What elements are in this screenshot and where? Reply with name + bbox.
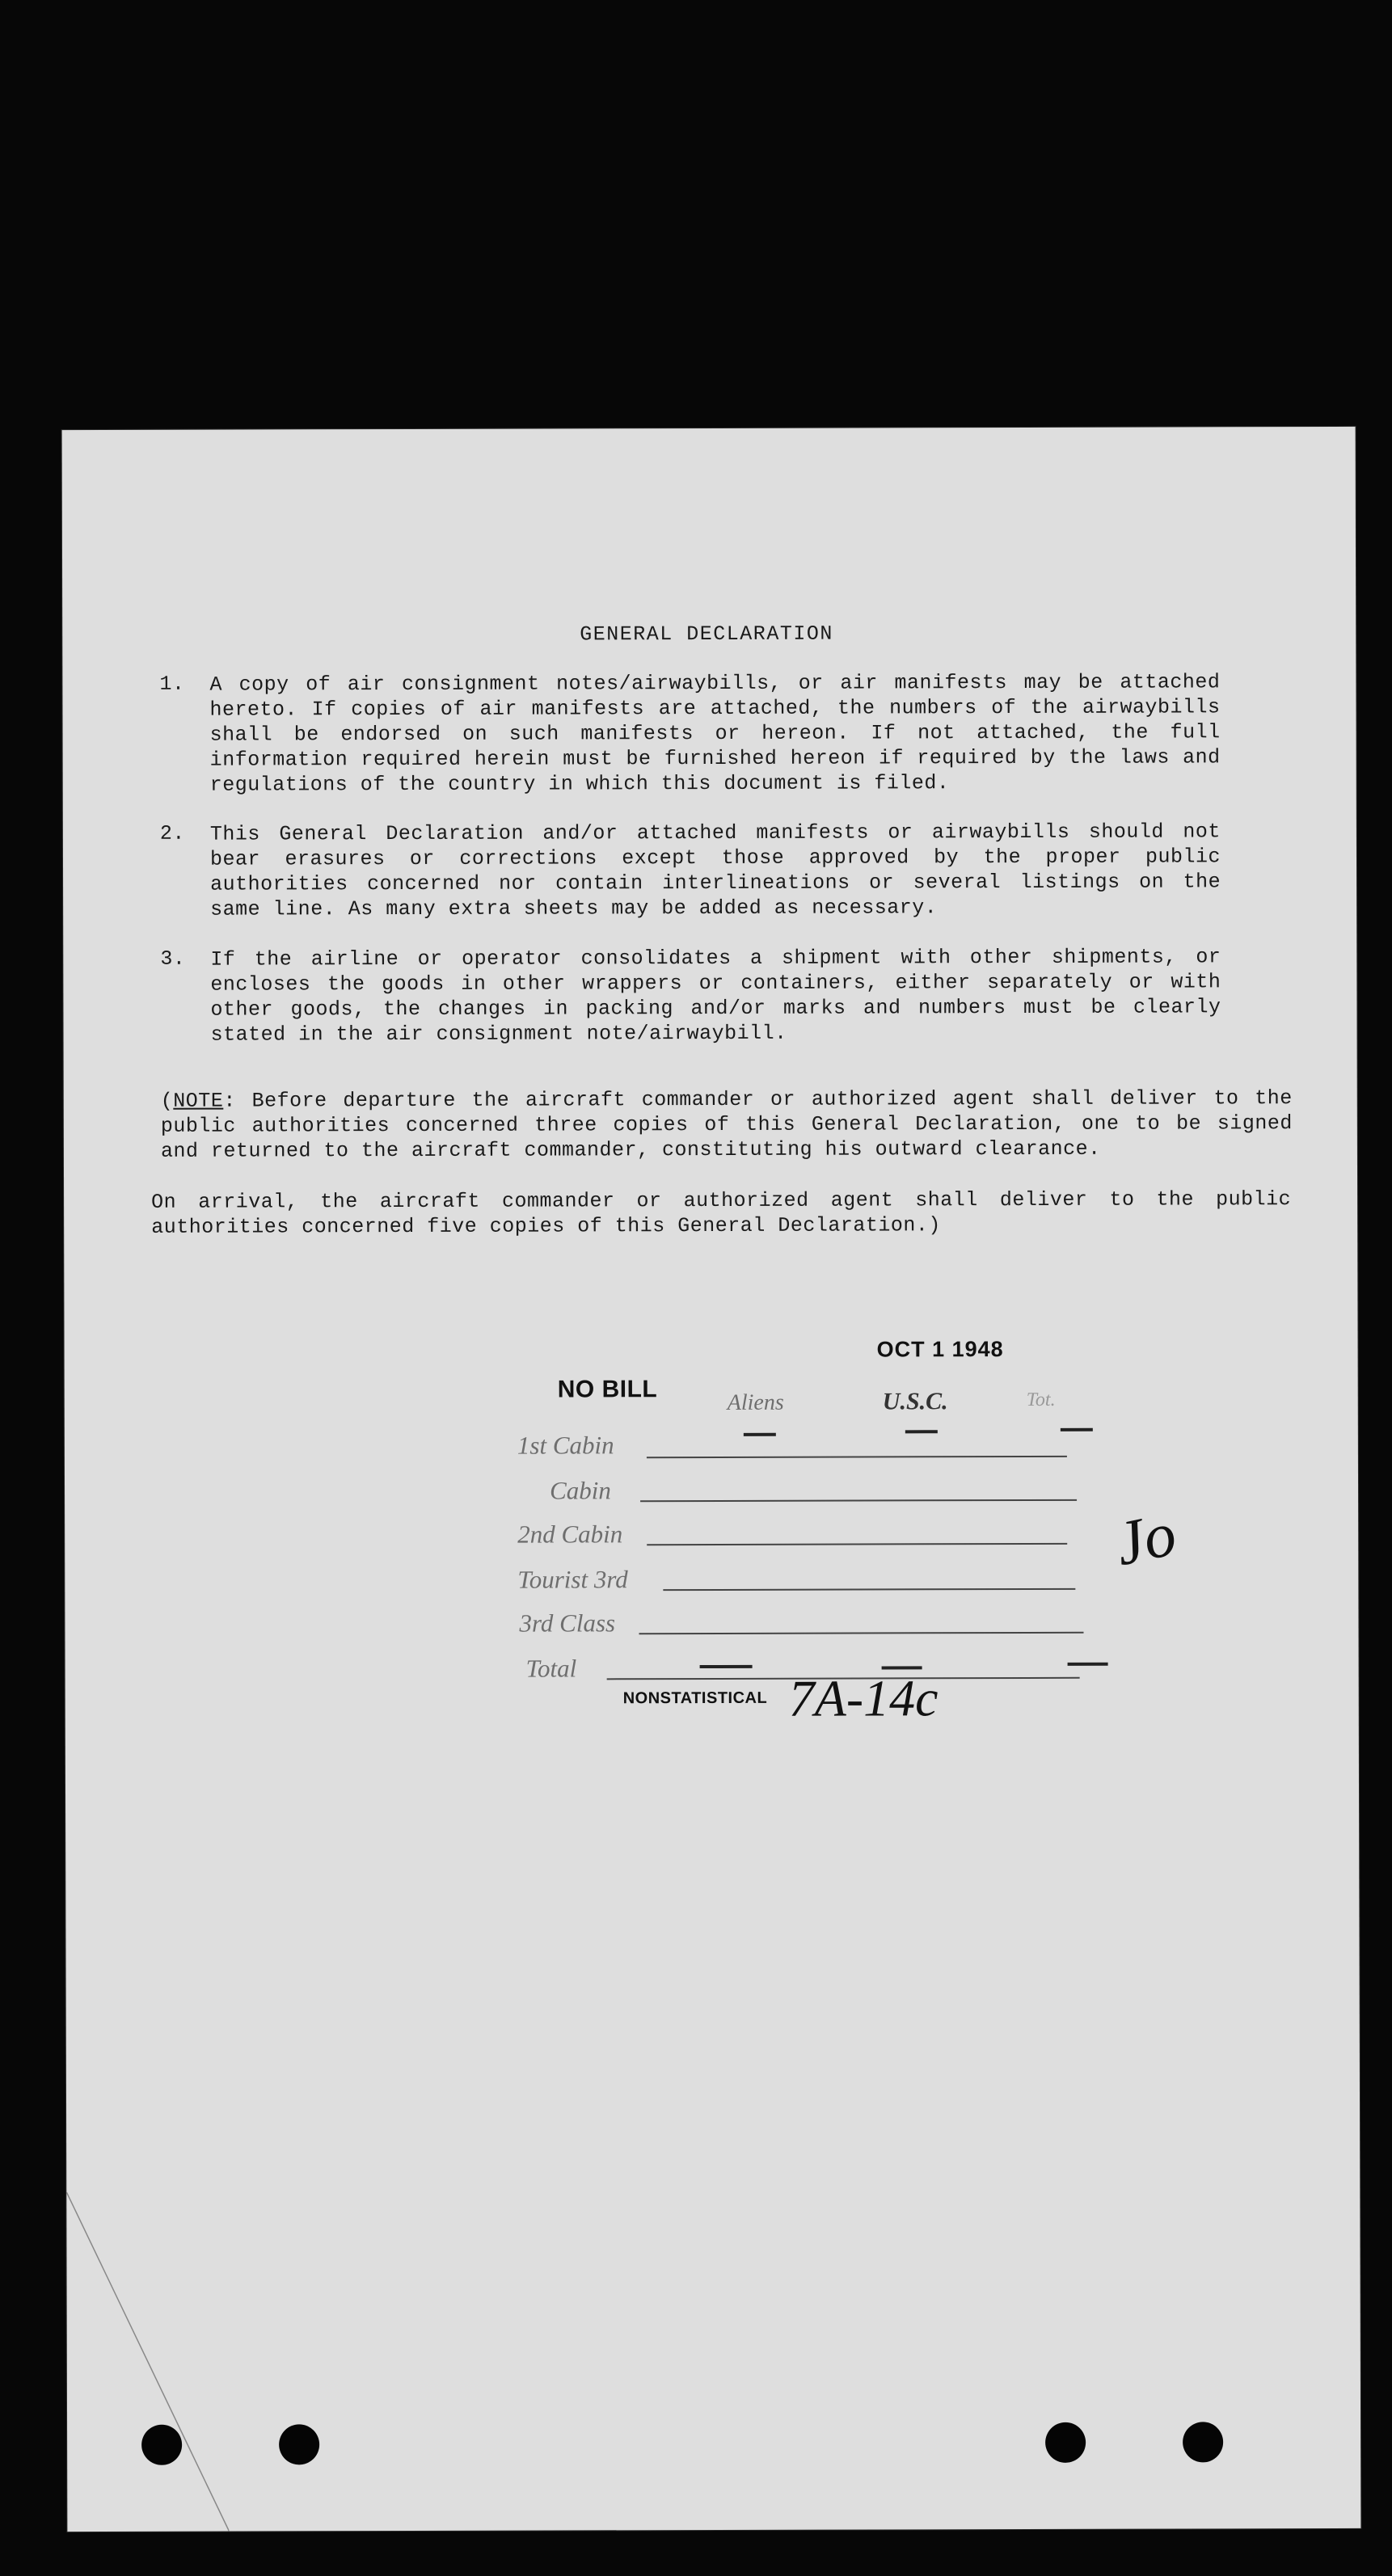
arrival-paragraph: On arrival, the aircraft commander or authorized agent shall deliver to the public authorities concerned five copies of this General Declaration.) [151, 1187, 1292, 1239]
instruction-item-3 [160, 944, 1292, 1047]
item-text: A copy of air consignment notes/airwaybills, or air manifests may be attached hereto. If copies of air manifests are attached, the numbers of the airwaybills shall be endorsed on such manifests or hereon. If not attached, the full information required herein must be furnished hereon if required by the laws and regulations of the country in which this document is filed. [209, 670, 1221, 797]
item-number: 1. [159, 672, 185, 696]
handwritten-initials: Jo [1108, 1497, 1183, 1579]
row-label-total: Total [525, 1654, 577, 1683]
column-total: Tot. [1026, 1389, 1056, 1410]
entry-line [639, 1632, 1083, 1634]
row-label-cabin: Cabin [549, 1476, 611, 1505]
item-number: 3. [160, 947, 186, 971]
no-bill-stamp: NO BILL [557, 1376, 658, 1403]
document-title: GENERAL DECLARATION [580, 622, 833, 647]
entry-line [647, 1543, 1067, 1545]
dash-mark [744, 1433, 776, 1436]
nonstatistical-stamp: NONSTATISTICAL [622, 1689, 768, 1708]
item-text: This General Declaration and/or attached manifests or airwaybills should not bear erasures or corrections except those approved by the proper public authorities concerned nor contain interlineations or several listings on the same line. As many extra sheets may be added as necessary. [209, 820, 1221, 921]
item-text: If the airline or operator consolidates a shipment with other shipments, or encloses the goods in other wrappers or containers, either separately or with other goods, the changes in packing and/or marks and numbers must be clearly stated in the air consignment note/airwaybill. [210, 945, 1221, 1047]
column-usc: U.S.C. [882, 1388, 948, 1415]
dash-mark [1068, 1663, 1108, 1666]
note-paragraph: (NOTE: Before departure the aircraft commander or authorized agent shall deliver to the public authorities concerned three copies of this General Declaration, one to be signed and returned to the aircraft commander, constituting his outward clearance. [160, 1086, 1293, 1163]
dash-mark [700, 1665, 753, 1668]
note-text: : Before departure the aircraft commander or authorized agent shall deliver to the public authorities concerned three copies of this General Declaration, one to be signed and returned to the aircraft commander, constituting his outward clearance. [160, 1086, 1293, 1163]
date-stamp: OCT 1 1948 [876, 1337, 1004, 1362]
punch-hole [279, 2424, 319, 2464]
entry-line [663, 1588, 1075, 1591]
row-label-3rd-class: 3rd Class [519, 1608, 616, 1638]
dash-mark [905, 1430, 938, 1433]
punch-hole [1045, 2422, 1086, 2463]
dash-mark [1061, 1428, 1093, 1431]
column-aliens: Aliens [727, 1389, 784, 1415]
entry-line [640, 1499, 1077, 1502]
row-label-1st-cabin: 1st Cabin [517, 1431, 614, 1460]
instruction-item-2 [159, 819, 1292, 921]
note-label: NOTE [173, 1089, 224, 1113]
row-label-tourist-3rd: Tourist 3rd [517, 1565, 628, 1594]
row-label-2nd-cabin: 2nd Cabin [517, 1520, 623, 1549]
paper-crease [66, 2192, 229, 2532]
item-number: 2. [159, 821, 185, 845]
handwritten-code: 7A-14c [788, 1669, 939, 1727]
instruction-item-1 [159, 669, 1291, 797]
punch-hole [1183, 2422, 1223, 2462]
document-page [62, 427, 1361, 2532]
entry-line [647, 1456, 1067, 1458]
